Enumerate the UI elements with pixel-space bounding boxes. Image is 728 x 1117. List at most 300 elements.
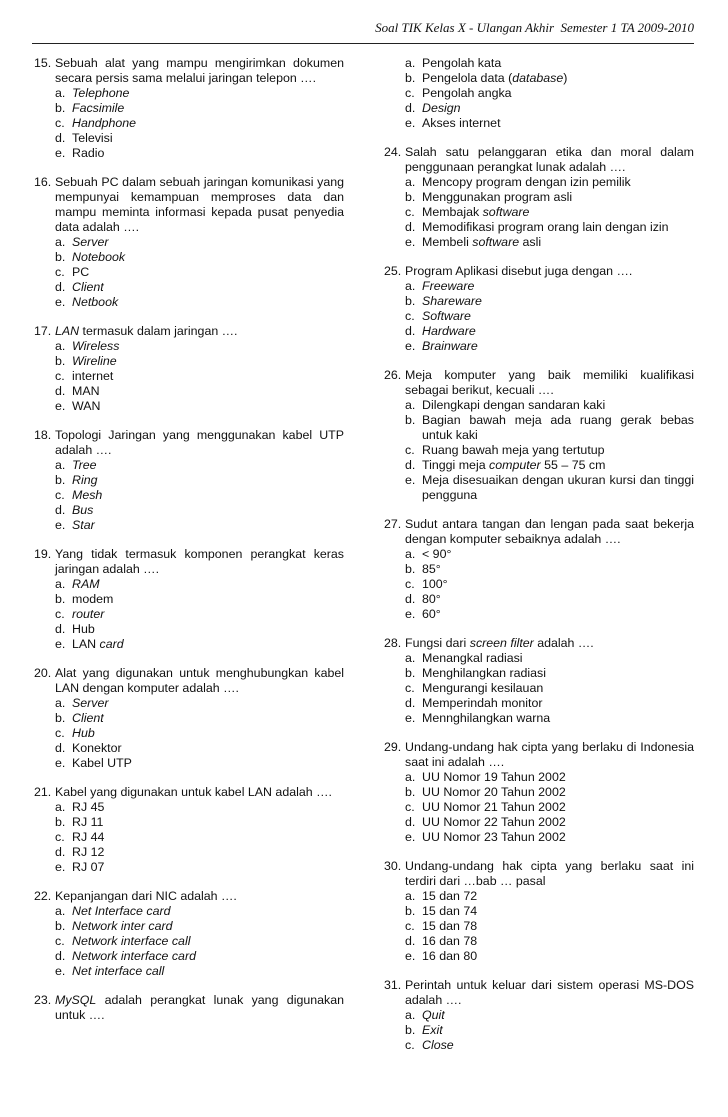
text-run: adalah perangkat lunak yang digunakan untuk …. <box>55 993 344 1022</box>
question-21 <box>34 785 344 875</box>
text-run: Sudut antara tangan dan lengan pada saat bekerja dengan komputer sebaiknya adalah …. <box>405 517 694 546</box>
answer-option <box>405 815 694 830</box>
text-run: Mengurangi kesilauan <box>422 681 544 695</box>
answer-option <box>405 904 694 919</box>
text-run: Program Aplikasi disebut juga dengan …. <box>405 264 633 278</box>
question-stem <box>34 56 344 86</box>
answer-option <box>405 830 694 845</box>
option-text <box>72 949 344 964</box>
answer-option <box>405 577 694 592</box>
option-text <box>72 518 344 533</box>
italic-text: Freeware <box>422 279 475 293</box>
option-list <box>405 56 694 131</box>
answer-option <box>55 101 344 116</box>
option-letter: b. <box>405 413 416 427</box>
answer-option <box>55 235 344 250</box>
question-text <box>55 785 344 800</box>
option-letter: e. <box>405 473 416 487</box>
question-17 <box>34 324 344 414</box>
option-text <box>422 934 694 949</box>
answer-option <box>405 800 694 815</box>
answer-option <box>405 1038 694 1053</box>
option-text <box>72 845 344 860</box>
italic-text: Exit <box>422 1023 443 1037</box>
answer-option <box>405 339 694 354</box>
left-column <box>34 56 344 1037</box>
option-letter: a. <box>55 235 66 249</box>
answer-option <box>55 503 344 518</box>
option-text <box>72 919 344 934</box>
answer-option <box>55 131 344 146</box>
option-text <box>422 681 694 696</box>
question-number: 18. <box>34 428 52 442</box>
answer-option <box>405 235 694 250</box>
option-text <box>72 607 344 622</box>
option-letter: e. <box>55 860 66 874</box>
question-stem <box>384 859 694 889</box>
option-text <box>72 934 344 949</box>
text-run: Bagian bawah meja ada ruang gerak bebas untuk kaki <box>422 413 694 442</box>
italic-text: Client <box>72 280 104 294</box>
option-letter: a. <box>405 547 416 561</box>
option-letter: b. <box>405 190 416 204</box>
question-number: 22. <box>34 889 52 903</box>
question-stem <box>384 636 694 651</box>
option-letter: a. <box>55 800 66 814</box>
italic-text: Server <box>72 696 109 710</box>
option-letter: e. <box>55 518 66 532</box>
answer-option <box>405 785 694 800</box>
text-run: Tinggi meja <box>422 458 490 472</box>
option-text <box>422 116 694 131</box>
option-text <box>72 696 344 711</box>
question-number: 20. <box>34 666 52 680</box>
text-run: RJ 44 <box>72 830 105 844</box>
text-run: Konektor <box>72 741 122 755</box>
text-run: Menangkal radiasi <box>422 651 523 665</box>
question-23 <box>34 993 344 1023</box>
option-text <box>72 295 344 310</box>
answer-option <box>405 398 694 413</box>
answer-option <box>55 726 344 741</box>
option-text <box>422 398 694 413</box>
question-text <box>55 547 344 577</box>
italic-text: Close <box>422 1038 454 1052</box>
option-list <box>405 651 694 726</box>
option-letter: a. <box>55 339 66 353</box>
text-run: Mennghilangkan warna <box>422 711 551 725</box>
italic-text: Network interface card <box>72 949 196 963</box>
answer-option <box>55 577 344 592</box>
text-run: 15 dan 78 <box>422 919 478 933</box>
page-header: Soal TIK Kelas X - Ulangan Akhir Semester 1 TA 2009-2010 <box>375 20 694 35</box>
text-run: RJ 12 <box>72 845 105 859</box>
question-30 <box>384 859 694 964</box>
option-letter: d. <box>405 220 416 234</box>
option-letter: e. <box>405 830 416 844</box>
option-letter: c. <box>55 830 65 844</box>
option-letter: d. <box>405 324 416 338</box>
italic-text: Brainware <box>422 339 478 353</box>
option-letter: d. <box>55 503 66 517</box>
option-text <box>422 294 694 309</box>
option-text <box>72 101 344 116</box>
question-text <box>55 889 344 904</box>
text-run: Dilengkapi dengan sandaran kaki <box>422 398 606 412</box>
italic-text: Wireless <box>72 339 120 353</box>
option-letter: b. <box>405 785 416 799</box>
answer-option <box>405 934 694 949</box>
option-letter: b. <box>405 294 416 308</box>
text-run: Sebuah alat yang mampu mengirimkan dokumen secara persis sama melalui jaringan telepon …. <box>55 56 344 85</box>
option-letter: e. <box>405 711 416 725</box>
question-stem <box>384 740 694 770</box>
answer-option <box>405 547 694 562</box>
option-list <box>405 398 694 503</box>
answer-option <box>405 1008 694 1023</box>
option-text <box>72 741 344 756</box>
answer-option <box>55 280 344 295</box>
question-stem <box>34 175 344 235</box>
question-24 <box>384 145 694 250</box>
option-text <box>422 607 694 622</box>
text-run: Sebuah PC dalam sebuah jaringan komunikasi yang mempunyai kemampuan memproses data dan mampu meminta informasi kepada pusat penyedia data adalah …. <box>55 175 344 234</box>
option-text <box>422 696 694 711</box>
option-text <box>72 622 344 637</box>
option-text <box>72 964 344 979</box>
question-continuation <box>384 56 694 131</box>
question-text <box>405 859 694 889</box>
text-run: Pengelola data ( <box>422 71 513 85</box>
option-text <box>422 56 694 71</box>
text-run: Radio <box>72 146 105 160</box>
italic-text: Facsimile <box>72 101 125 115</box>
text-run: LAN <box>72 637 100 651</box>
option-text <box>72 384 344 399</box>
option-letter: d. <box>405 458 416 472</box>
text-run: Pengolah angka <box>422 86 512 100</box>
answer-option <box>55 637 344 652</box>
answer-option <box>405 592 694 607</box>
text-run: MAN <box>72 384 100 398</box>
option-letter: a. <box>55 458 66 472</box>
answer-option <box>55 518 344 533</box>
option-text <box>422 666 694 681</box>
italic-text: software <box>482 205 530 219</box>
option-letter: b. <box>405 1023 416 1037</box>
option-letter: a. <box>405 889 416 903</box>
question-stem <box>34 889 344 904</box>
option-text <box>72 473 344 488</box>
question-number: 25. <box>384 264 402 278</box>
option-text <box>72 637 344 652</box>
option-letter: d. <box>405 592 416 606</box>
italic-text: Star <box>72 518 95 532</box>
question-stem <box>34 324 344 339</box>
text-run: < 90° <box>422 547 452 561</box>
question-number: 30. <box>384 859 402 873</box>
question-29 <box>384 740 694 845</box>
text-run: RJ 11 <box>72 815 104 829</box>
option-text <box>72 800 344 815</box>
option-text <box>422 949 694 964</box>
option-letter: a. <box>55 696 66 710</box>
option-letter: c. <box>55 265 65 279</box>
option-letter: e. <box>405 116 416 130</box>
option-letter: b. <box>405 562 416 576</box>
answer-option <box>405 220 694 235</box>
question-text <box>55 428 344 458</box>
option-letter: b. <box>55 592 66 606</box>
option-letter: c. <box>405 800 415 814</box>
option-list <box>405 770 694 845</box>
text-run: Memodifikasi program orang lain dengan izin <box>422 220 669 234</box>
option-text <box>72 399 344 414</box>
option-letter: d. <box>55 949 66 963</box>
text-run: internet <box>72 369 114 383</box>
question-stem <box>34 428 344 458</box>
question-number: 31. <box>384 978 402 992</box>
text-run: Ruang bawah meja yang tertutup <box>422 443 605 457</box>
question-16 <box>34 175 344 310</box>
text-run: modem <box>72 592 114 606</box>
answer-option <box>55 265 344 280</box>
question-number: 28. <box>384 636 402 650</box>
question-text <box>405 636 694 651</box>
option-text <box>72 577 344 592</box>
text-run: Yang tidak termasuk komponen perangkat keras jaringan adalah …. <box>55 547 344 576</box>
question-stem <box>34 785 344 800</box>
question-stem <box>384 264 694 279</box>
text-run: PC <box>72 265 90 279</box>
option-list <box>405 175 694 250</box>
question-26 <box>384 368 694 503</box>
question-28 <box>384 636 694 726</box>
text-run: ) <box>563 71 568 85</box>
text-run: Membajak <box>422 205 483 219</box>
text-run: Meja disesuaikan dengan ukuran kursi dan tinggi pengguna <box>422 473 694 502</box>
italic-text: Handphone <box>72 116 137 130</box>
answer-option <box>55 607 344 622</box>
option-list <box>405 889 694 964</box>
option-letter: a. <box>55 904 66 918</box>
option-letter: a. <box>55 577 66 591</box>
answer-option <box>55 339 344 354</box>
option-text <box>422 473 694 503</box>
option-text <box>72 354 344 369</box>
text-run: UU Nomor 22 Tahun 2002 <box>422 815 566 829</box>
question-text <box>405 145 694 175</box>
answer-option <box>405 651 694 666</box>
option-list <box>55 86 344 161</box>
option-text <box>422 785 694 800</box>
option-letter: b. <box>55 473 66 487</box>
option-letter: d. <box>405 101 416 115</box>
answer-option <box>405 71 694 86</box>
question-stem <box>384 517 694 547</box>
answer-option <box>405 205 694 220</box>
answer-option <box>405 681 694 696</box>
option-text <box>422 309 694 324</box>
question-text <box>55 993 344 1023</box>
text-run: Kabel UTP <box>72 756 132 770</box>
option-letter: b. <box>55 711 66 725</box>
answer-option <box>405 1023 694 1038</box>
option-letter: b. <box>55 919 66 933</box>
question-text <box>55 56 344 86</box>
answer-option <box>405 101 694 116</box>
option-list <box>55 904 344 979</box>
answer-option <box>405 696 694 711</box>
option-letter: b. <box>55 815 66 829</box>
option-text <box>422 175 694 190</box>
question-stem <box>34 993 344 1023</box>
option-letter: a. <box>405 175 416 189</box>
answer-option <box>405 443 694 458</box>
answer-option <box>55 354 344 369</box>
question-stem <box>384 978 694 1008</box>
option-letter: a. <box>405 398 416 412</box>
option-text <box>72 488 344 503</box>
question-number: 23. <box>34 993 52 1007</box>
question-number: 21. <box>34 785 52 799</box>
text-run: Undang-undang hak cipta yang berlaku saat ini terdiri dari …bab … pasal <box>405 859 694 888</box>
text-run: 15 dan 74 <box>422 904 478 918</box>
option-text <box>422 919 694 934</box>
option-text <box>422 1023 694 1038</box>
option-letter: c. <box>405 205 415 219</box>
italic-text: Network inter card <box>72 919 173 933</box>
question-18 <box>34 428 344 533</box>
answer-option <box>405 86 694 101</box>
option-letter: d. <box>55 384 66 398</box>
option-text <box>422 324 694 339</box>
italic-text: Net interface call <box>72 964 165 978</box>
answer-option <box>55 964 344 979</box>
question-text <box>405 740 694 770</box>
option-letter: e. <box>55 756 66 770</box>
option-letter: a. <box>405 279 416 293</box>
answer-option <box>405 56 694 71</box>
question-20 <box>34 666 344 771</box>
option-text <box>72 503 344 518</box>
answer-option <box>405 889 694 904</box>
option-letter: c. <box>405 577 415 591</box>
text-run: Televisi <box>72 131 113 145</box>
answer-option <box>55 458 344 473</box>
answer-option <box>55 860 344 875</box>
option-text <box>422 770 694 785</box>
option-text <box>72 815 344 830</box>
option-list <box>55 458 344 533</box>
option-text <box>422 339 694 354</box>
option-text <box>72 131 344 146</box>
italic-text: Shareware <box>422 294 482 308</box>
text-run: Topologi Jaringan yang menggunakan kabel UTP adalah …. <box>55 428 344 457</box>
answer-option <box>55 592 344 607</box>
answer-option <box>405 562 694 577</box>
option-letter: c. <box>405 919 415 933</box>
question-31 <box>384 978 694 1053</box>
answer-option <box>405 711 694 726</box>
question-27 <box>384 517 694 622</box>
text-run: termasuk dalam jaringan …. <box>79 324 238 338</box>
italic-text: screen filter <box>469 636 534 650</box>
option-text <box>422 1008 694 1023</box>
answer-option <box>55 116 344 131</box>
question-19 <box>34 547 344 652</box>
text-run: 100° <box>422 577 448 591</box>
text-run: UU Nomor 20 Tahun 2002 <box>422 785 566 799</box>
option-list <box>55 800 344 875</box>
answer-option <box>405 279 694 294</box>
answer-option <box>55 830 344 845</box>
italic-text: Quit <box>422 1008 445 1022</box>
option-letter: e. <box>405 949 416 963</box>
italic-text: Software <box>422 309 471 323</box>
text-run: Menghilangkan radiasi <box>422 666 546 680</box>
option-text <box>72 830 344 845</box>
answer-option <box>405 309 694 324</box>
option-text <box>422 577 694 592</box>
text-run: Menggunakan program asli <box>422 190 573 204</box>
text-run: Kabel yang digunakan untuk kabel LAN adalah …. <box>55 785 332 799</box>
option-letter: b. <box>55 101 66 115</box>
text-run: 15 dan 72 <box>422 889 478 903</box>
answer-option <box>55 919 344 934</box>
italic-text: Notebook <box>72 250 126 264</box>
answer-option <box>55 384 344 399</box>
option-letter: d. <box>55 280 66 294</box>
question-text <box>55 175 344 235</box>
option-letter: d. <box>55 131 66 145</box>
answer-option <box>55 904 344 919</box>
option-text <box>72 235 344 250</box>
italic-text: Client <box>72 711 104 725</box>
answer-option <box>405 175 694 190</box>
answer-option <box>405 919 694 934</box>
option-text <box>422 235 694 250</box>
option-letter: c. <box>55 934 65 948</box>
option-list <box>55 339 344 414</box>
answer-option <box>405 666 694 681</box>
text-run: Hub <box>72 622 95 636</box>
question-number: 24. <box>384 145 402 159</box>
option-text <box>422 800 694 815</box>
answer-option <box>405 190 694 205</box>
option-text <box>72 265 344 280</box>
answer-option <box>55 488 344 503</box>
option-letter: e. <box>55 637 66 651</box>
question-stem <box>384 145 694 175</box>
text-run: asli <box>519 235 542 249</box>
text-run: Perintah untuk keluar dari sistem operasi MS-DOS adalah …. <box>405 978 694 1007</box>
answer-option <box>405 116 694 131</box>
answer-option <box>55 845 344 860</box>
option-text <box>422 458 694 473</box>
header-rule <box>32 43 694 44</box>
option-text <box>422 830 694 845</box>
italic-text: Ring <box>72 473 98 487</box>
question-25 <box>384 264 694 354</box>
option-letter: d. <box>55 741 66 755</box>
option-text <box>72 250 344 265</box>
option-letter: c. <box>405 1038 415 1052</box>
option-text <box>422 279 694 294</box>
italic-text: database <box>512 71 564 85</box>
option-text <box>72 86 344 101</box>
option-text <box>72 592 344 607</box>
